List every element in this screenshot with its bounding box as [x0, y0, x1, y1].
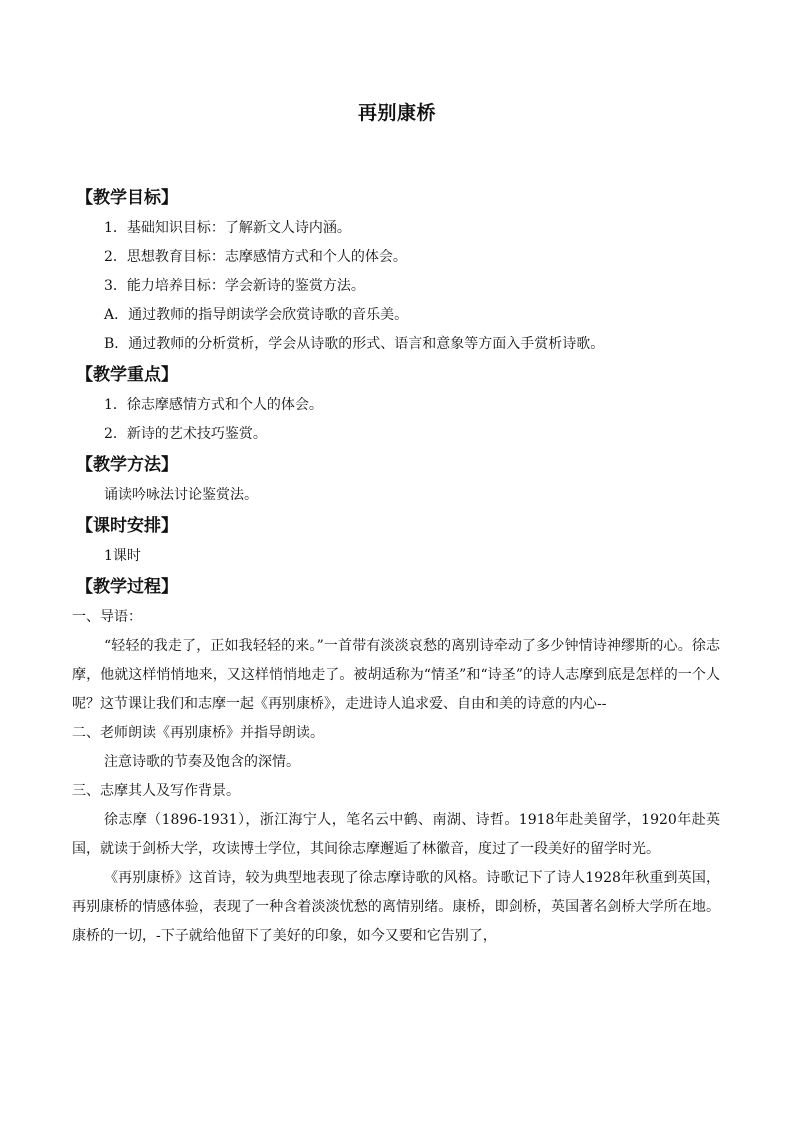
heading-objectives: 【教学目标】 — [76, 188, 178, 208]
heading-methods: 【教学方法】 — [76, 455, 178, 475]
heading-schedule: 【课时安排】 — [76, 516, 178, 536]
document-title: 再别康桥 — [357, 102, 436, 124]
heading-key-points: 【教学重点】 — [76, 365, 178, 385]
objective-item: 2．思想教育目标：志摩感情方式和个人的体会。 — [104, 249, 407, 265]
background-paragraph: 《再别康桥》这首诗，较为典型地表现了徐志摩诗歌的风格。诗歌记下了诗人1928年秋重到英国，再别康桥的情感体验，表现了一种含着淡淡忧愁的离情别绪。康桥，即剑桥，英国著名剑桥大学所在地。康桥的一切，-下子就给他留下了美好的印象，如今又要和它告别了， — [72, 870, 720, 944]
key-point-item: 1．徐志摩感情方式和个人的体会。 — [104, 397, 323, 413]
intro-paragraph: “轻轻的我走了，正如我轻轻的来。”一首带有淡淡哀愁的离别诗牵动了多少钟情诗神缪斯的心。徐志摩，他就这样悄悄地来，又这样悄悄地走了。被胡适称为“情圣”和“诗圣”的诗人志摩到底是怎样的一个人呢？这节课让我们和志摩一起《再别康桥》，走进诗人追求爱、自由和美的诗意的内心-- — [72, 638, 720, 712]
schedule-text: 1课时 — [104, 548, 141, 564]
process-step-title: 二、老师朗读《再别康桥》并指导朗读。 — [72, 725, 324, 741]
document-body — [72, 182, 720, 951]
objective-item: A．通过教师的指导朗读学会欣赏诗歌的音乐美。 — [104, 307, 409, 323]
process-step-title: 一、导语： — [72, 609, 142, 625]
objective-item: 3．能力培养目标：学会新诗的鉴赏方法。 — [104, 278, 365, 294]
heading-process: 【教学过程】 — [76, 577, 178, 597]
objective-item: B．通过教师的分析赏析，学会从诗歌的形式、语言和意象等方面入手赏析诗歌。 — [104, 336, 605, 352]
reading-note: 注意诗歌的节奏及饱含的深情。 — [104, 754, 300, 770]
objective-item: 1．基础知识目标：了解新文人诗内涵。 — [104, 220, 351, 236]
methods-text: 诵读吟咏法讨论鉴赏法。 — [104, 487, 258, 503]
process-step-title: 三、志摩其人及写作背景。 — [72, 783, 240, 799]
biography-paragraph: 徐志摩（1896-1931），浙江海宁人，笔名云中鹤、南湖、诗哲。1918年赴美留学，1920年赴英国，就读于剑桥大学，攻读博士学位，其间徐志摩邂逅了林徽音，度过了一段美好的留学时光。 — [72, 812, 720, 857]
key-point-item: 2．新诗的艺术技巧鉴赏。 — [104, 426, 267, 442]
